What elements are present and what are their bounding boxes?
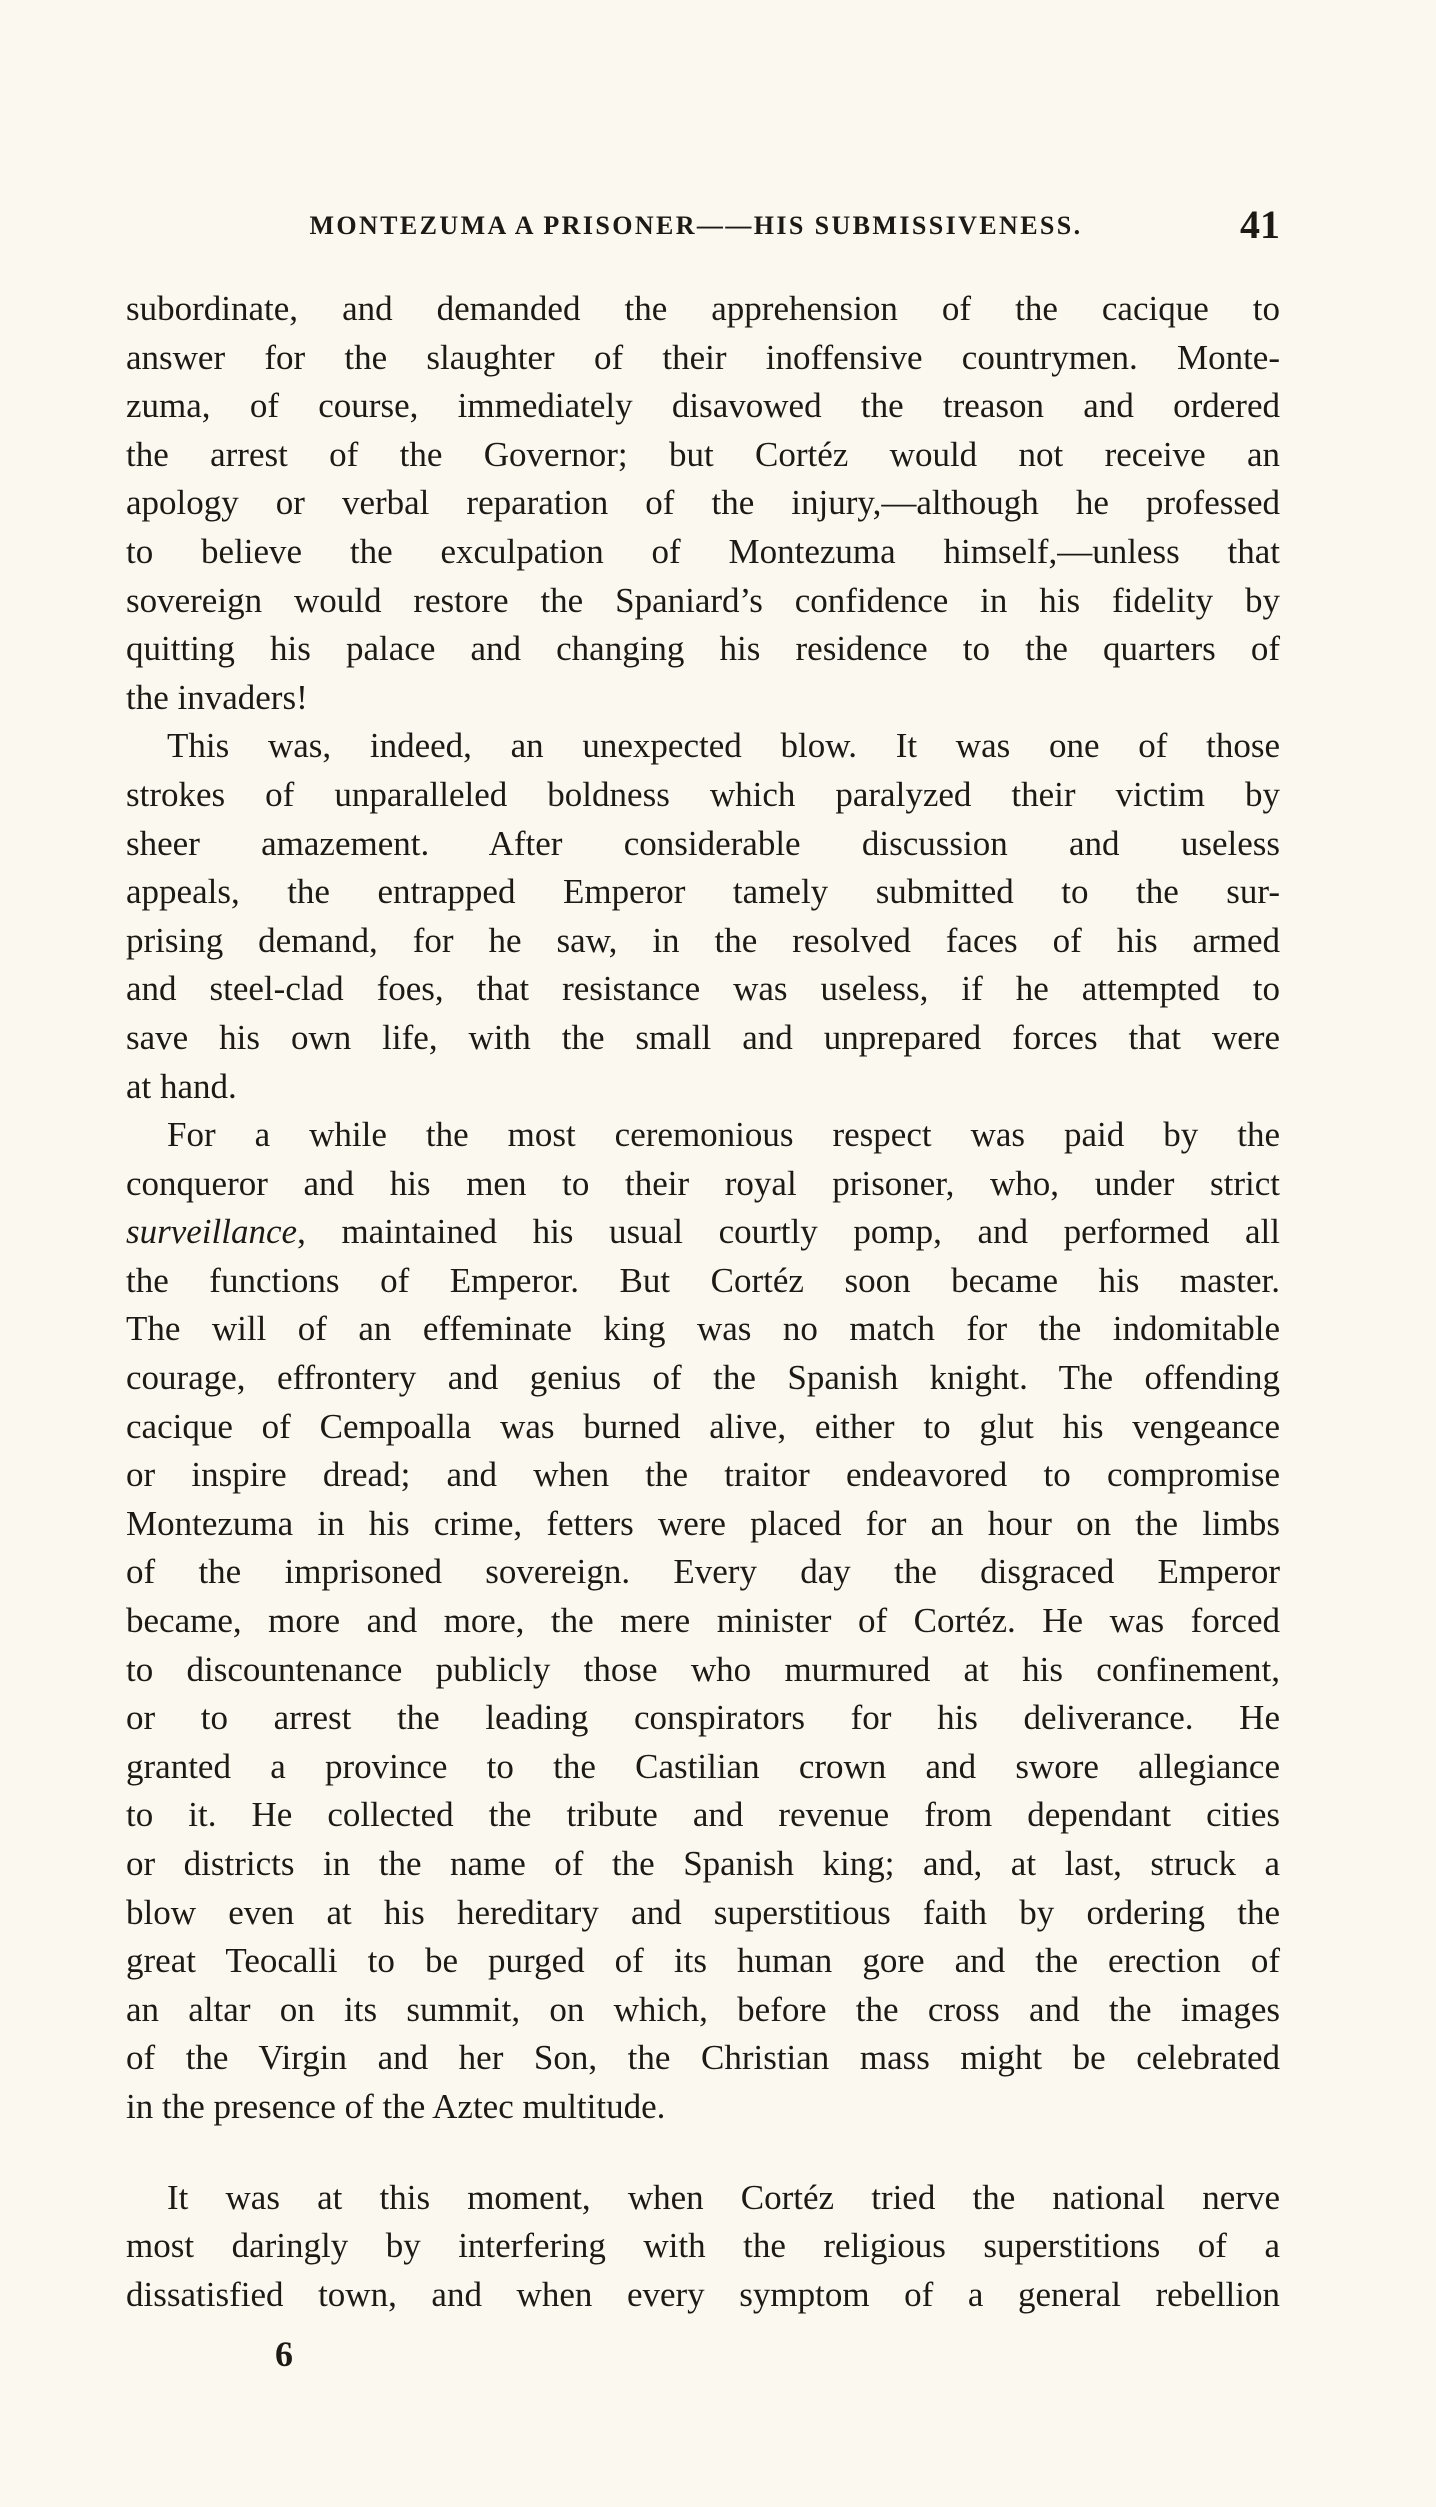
text-line: most daringly by interfering with the religious superstitions of a — [126, 2226, 1280, 2266]
text-line: to it. He collected the tribute and revenue from dependant cities — [126, 1795, 1280, 1835]
body-text — [126, 285, 1280, 2319]
text-line: subordinate, and demanded the apprehension of the cacique to — [126, 289, 1280, 328]
paragraph-gap — [126, 2132, 1280, 2174]
text-line: great Teocalli to be purged of its human gore and the erection of — [126, 1941, 1280, 1981]
text-line: the functions of Emperor. But Cortéz soon became his master. — [126, 1260, 1280, 1300]
text-line: or inspire dread; and when the traitor endeavored to compromise — [126, 1455, 1280, 1495]
running-head — [126, 202, 1280, 255]
text-line: strokes of unparalleled boldness which paralyzed their victim by — [126, 774, 1280, 814]
text-line: save his own life, with the small and unprepared forces that were — [126, 1017, 1280, 1057]
text-line: in the presence of the Aztec multitude. — [126, 2086, 666, 2126]
text-line: apology or verbal reparation of the injury,—although he professed — [126, 483, 1280, 523]
text-line: blow even at his hereditary and superstitious faith by ordering the — [126, 1892, 1280, 1932]
text-line: at hand. — [126, 1066, 237, 1106]
text-line: answer for the slaughter of their inoffensive countrymen. Monte- — [126, 337, 1280, 377]
text-line: zuma, of course, immediately disavowed the treason and ordered — [126, 386, 1280, 426]
text-line: of the Virgin and her Son, the Christian mass might be celebrated — [126, 2038, 1280, 2078]
text-line: cacique of Cempoalla was burned alive, either to glut his vengeance — [126, 1406, 1280, 1446]
text-line: sovereign would restore the Spaniard’s confidence in his fidelity by — [126, 580, 1280, 620]
text-line: appeals, the entrapped Emperor tamely submitted to the sur- — [126, 872, 1280, 912]
text-line: or districts in the name of the Spanish king; and, at last, struck a — [126, 1844, 1280, 1883]
text-line: to discountenance publicly those who murmured at his confinement, — [126, 1649, 1280, 1689]
text-line: courage, effrontery and genius of the Spanish knight. The offending — [126, 1358, 1280, 1398]
text-line: to believe the exculpation of Montezuma himself,—unless that — [126, 531, 1280, 571]
text-line: The will of an effeminate king was no match for the indomitable — [126, 1309, 1280, 1349]
text-line: For a while the most ceremonious respect was paid by the — [167, 1115, 1280, 1155]
page-number: 41 — [1240, 202, 1280, 247]
text-line: prising demand, for he saw, in the resolved faces of his armed — [126, 920, 1280, 960]
text-line: granted a province to the Castilian crown and swore allegiance — [126, 1746, 1280, 1786]
text-line: It was at this moment, when Cortéz tried the national nerve — [167, 2177, 1280, 2217]
text-line: the arrest of the Governor; but Cortéz would not receive an — [126, 434, 1280, 474]
signature-mark: 6 — [275, 2334, 293, 2374]
text-line: an altar on its summit, on which, before the cross and the images — [126, 1989, 1280, 2029]
text-line: became, more and more, the mere minister of Cortéz. He was forced — [126, 1601, 1280, 1641]
text-line: This was, indeed, an unexpected blow. It was one of those — [167, 726, 1280, 766]
text-line: and steel-clad foes, that resistance was useless, if he attempted to — [126, 969, 1280, 1009]
text-line: Montezuma in his crime, fetters were placed for an hour on the limbs — [126, 1503, 1280, 1543]
italic-term: surveillance — [126, 1212, 298, 1252]
text-line: quitting his palace and changing his residence to the quarters of — [126, 629, 1280, 669]
text-line: the invaders! — [126, 677, 308, 717]
running-title: MONTEZUMA A PRISONER——HIS SUBMISSIVENESS. — [309, 211, 1083, 240]
text-line: of the imprisoned sovereign. Every day the disgraced Emperor — [126, 1552, 1280, 1592]
text-line: surveillance, maintained his usual courtly pomp, and performed all — [126, 1212, 1280, 1252]
text-line: or to arrest the leading conspirators for his deliverance. He — [126, 1698, 1280, 1738]
text-line: dissatisfied town, and when every symptom of a general rebellion — [126, 2274, 1280, 2314]
text-line: conqueror and his men to their royal prisoner, who, under strict — [126, 1163, 1280, 1203]
text-line: sheer amazement. After considerable discussion and useless — [126, 823, 1280, 863]
